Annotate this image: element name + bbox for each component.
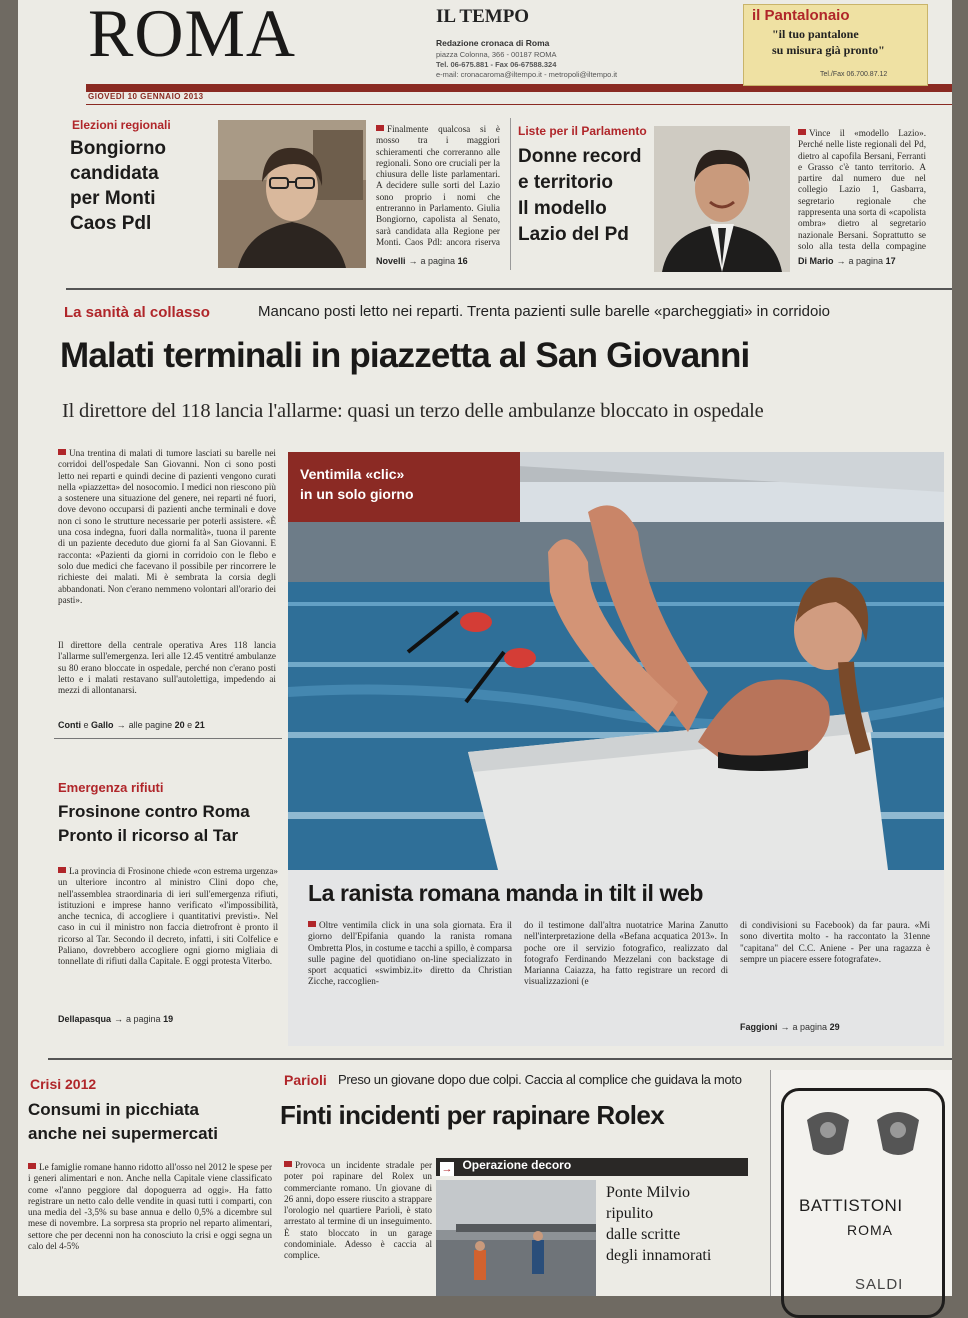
lead-kicker: La sanità al collasso [64,304,210,321]
crisis-body: Le famiglie romane hanno ridotto all'osso nel 2012 le spese per i generi alimentari e non. Anche nella Capitale viene classificato come «l'anno peggiore dal dopoguerra ad oggi». Ha fatto registrare un netto calo delle vendite in quasi tutti i comparti, con una media del -3,5% su base annua e dello 0,5% a dicembre sul mese di novembre. La sorpresa sta proprio nel reparto alimentari, settore che per decenni non ha conosciuto la crisi e oggi segna un calo del 4-5% [28,1162,272,1252]
photo-story-body-3: di condivisioni su Facebook) da far paura. «Mi sono divertita molto - ha raccontato la 31enne "capitana" del C.C. Aniene - Per una ragazza è sempre un piacere essere fotografate». [740,920,930,964]
ad-battistoni-brand: BATTISTONI [799,1196,903,1215]
lead-subhead: Il direttore del 118 lancia l'allarme: quasi un terzo delle ambulanze bloccato in ospedale [62,400,764,422]
masthead-title: ROMA [88,0,297,71]
lead-body-1: Una trentina di malati di tumore lasciati su barelle nei corridoi dell'ospedale San Giovanni. Non ci sono posti letto nei reparti e quindi decine di pazienti vengono curati nella «piazzetta» del nosocomio. I medici non riescono più a sostenere una situazione del genere, nei reparti né fuori, dove devono occuparsi di pazienti anche terminali e dove non ci sono le strutture necessarie per poterli assistere. «È una cosa indegna, fuori dalla normalità», tuona il parente di un paziente deceduto due giorni fa al San Giovanni. E racconta: «Pazienti da giorni in corridoio con le flebo e solo due medici che facevano il possibile per rincorrere le richieste dei malati. Mi è sembrata la corsia degli abbandonati. Non c'erano nemmeno volontari all'orario dei pasti». [58,448,276,605]
photo-overlay-line-1: Ventimila «clic» [300,466,405,482]
parliament-kicker: Liste per il Parlamento [518,124,647,138]
ad-brand: il Pantalonaio [752,7,850,24]
photo-story-body-1: Oltre ventimila click in una sola giornata. Era il giorno dell'Epifania quando la ranista romana Ombretta Plos, in costume e tacchi a spillo, è comparsa sulle pagine del quotidiano on-line specializzato in sport acquatici «swimbiz.it» diretto da Christian Zicche, raccoglien- [308,920,512,987]
parioli-body: Provoca un incidente stradale per poter poi rapinare del Rolex un commerciante romano. Un giovane di 26 anni, dopo essere riuscito a strappare l'orologio nel quartiere Parioli, è stato arrestato al termine di un inseguimento. È stato bloccato in un garage condominiale. Adesso è caccia al complice. [284,1160,432,1261]
crest-icon [793,1102,933,1162]
waste-credit[interactable]: Dellapasqua → a pagina 19 [58,1014,174,1024]
lead-headline[interactable]: Malati terminali in piazzetta al San Giovanni [60,336,750,375]
decoro-label: Operazione decoro [462,1158,572,1172]
elections-headline[interactable]: Bongiorno candidata per Monti Caos Pdl [70,138,167,234]
lead-body-2: Il direttore della centrale operativa Ares 118 lancia l'allarme sull'emergenza. Ieri alle 12.45 ventitré ambulanze su 80 erano bloccate in ospedale, perché non c'erano posti letto e i malati restavano sull'autolettiga, impedendo ai mezzi di allontanarsi. [58,640,276,696]
ad-small-print: Tel./Fax 06.700.87.12 [820,71,888,78]
arrow-right-icon: → [441,1163,453,1175]
swimmer-photo [288,452,944,870]
ponte-milvio-photo [436,1180,596,1296]
parioli-kicker: Parioli [284,1072,327,1088]
newsroom-phones: Tel. 06-675.881 - Fax 06-67588.324 [436,60,557,69]
photo-overlay-line-2: in un solo giorno [300,486,414,502]
parioli-standfirst: Preso un giovane dopo due colpi. Caccia al complice che guidava la moto [338,1072,742,1087]
elections-credit[interactable]: Novelli → a pagina 16 [376,256,468,266]
parliament-credit[interactable]: Di Mario → a pagina 17 [798,256,896,266]
politician-photo [654,126,790,272]
lead-credit[interactable]: Conti e Gallo → alle pagine 20 e 21 [58,720,205,730]
ad-slogan-1: "il tuo pantalone [772,27,859,41]
ad-battistoni[interactable] [770,1070,952,1296]
decoro-headline[interactable]: Ponte Milvio ripulito dalle scritte degli innamorati [606,1184,712,1264]
crisis-headline[interactable]: Consumi in picchiata anche nei supermercati [28,1100,218,1143]
masthead-date: GIOVEDÌ 10 GENNAIO 2013 [88,92,204,101]
ad-pantalonaio[interactable] [743,4,928,86]
parioli-headline[interactable]: Finti incidenti per rapinare Rolex [280,1100,665,1130]
elections-body: Finalmente qualcosa si è mosso tra i maggiori schieramenti che correranno alle regionali. Sono ore cruciali per la chiusura delle liste parlamentari. A decidere sulle sorti del Lazio sono proprio i nomi che entreranno in Parlamento. Giulia Bongiorno, capolista al Senato, sarà candidata alla Regione per Monti. Caos Pdl: ancora riserva [376,124,500,247]
photo-story-headline[interactable]: La ranista romana manda in tilt il web [308,880,704,906]
parliament-body: Vince il «modello Lazio». Perché nelle liste regionali del Pd, dietro al capofila Bersani, Ferranti e Grasso c'è tanto territorio. A partire dal numero due nel collegio Lazio 1, Gasbarra, segretario regionale che rappresenta una sorta di «capolista ombra» dietro al segretario nazionale Bersani. Soprattutto se solo alla testa della compagine [798,128,926,251]
waste-kicker: Emergenza rifiuti [58,780,164,795]
photo-story-credit[interactable]: Faggioni → a pagina 29 [740,1022,840,1032]
waste-body: La provincia di Frosinone chiede «con estrema urgenza» un ulteriore incontro al ministro Clini dopo che, nell'assemblea straordinaria di ieri sull'emergenza rifiuti, istituzioni e imprese hanno verificato «l'impossibilità, anche tecnica, di accogliere i quantitativi previsti». Nel caso in cui il ministro non faccia dietrofront è pronto il ricorso al Tar. Secondo il decreto, infatti, i siti Colfelice e Paliano, dovrebbero accogliere ogni giorno migliaia di tonnellate di rifiuti dalla Capitale. E oggi protesta Viterbo. [58,866,278,967]
paper-name: IL TEMPO [436,6,530,27]
bongiorno-photo [218,120,366,268]
crisis-kicker: Crisi 2012 [30,1076,97,1092]
photo-story-body-2: do il testimone dall'altra nuotatrice Marina Zanutto nell'interpretazione della «Befana acquatica 2013». In poche ore il servizio fotografico, realizzato dal fotografo Ferdinando Mezzelani con backstage di Marianna Caiazza, ha fatto registrare un record di visualizzazioni (e [524,920,728,987]
newspaper-page [18,0,952,1296]
newsroom-title: Redazione cronaca di Roma [436,38,550,48]
newsroom-email: e-mail: cronacaroma@iltempo.it - metropoli@iltempo.it [436,70,618,79]
lead-standfirst: Mancano posti letto nei reparti. Trenta pazienti sulle barelle «parcheggiati» in corridoio [258,303,830,320]
waste-headline[interactable]: Frosinone contro Roma Pronto il ricorso al Tar [58,802,250,845]
ad-slogan-2: su misura già pronto" [772,43,885,57]
ad-battistoni-note: SALDI [855,1276,904,1293]
elections-kicker: Elezioni regionali [72,118,171,132]
decoro-label-bar[interactable] [436,1158,748,1176]
newsroom-address: piazza Colonna, 366 - 00187 ROMA [436,50,557,59]
ad-battistoni-city: ROMA [847,1222,893,1238]
parliament-headline[interactable]: Donne record e territorio Il modello Lazio del Pd [518,146,642,245]
